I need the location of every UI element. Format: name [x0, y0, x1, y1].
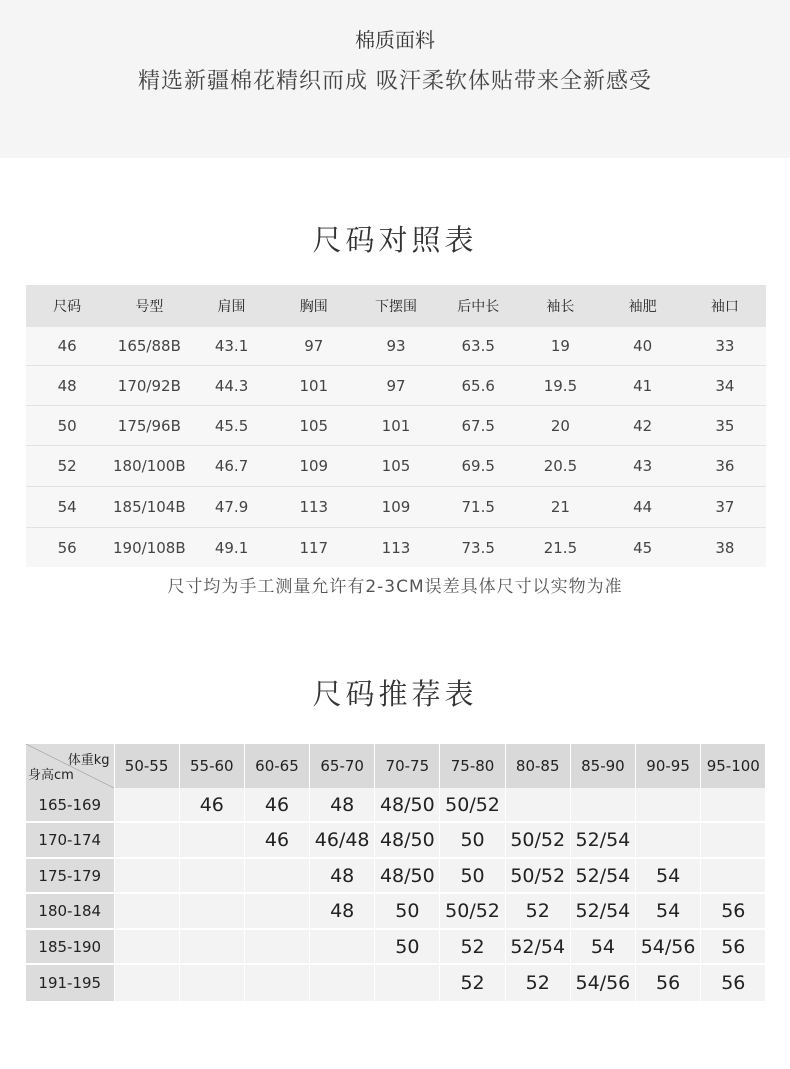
size-chart-cell: 175/96B	[108, 406, 190, 446]
size-chart-cell: 180/100B	[108, 446, 190, 487]
recommended-size-cell: 56	[701, 929, 766, 964]
size-chart-cell: 45.5	[190, 406, 272, 446]
recommended-size-cell	[114, 964, 179, 1002]
recommended-size-cell: 54	[570, 929, 635, 964]
fabric-title: 棉质面料	[355, 28, 435, 52]
size-chart-cell: 52	[26, 446, 108, 487]
recommended-size-cell	[310, 929, 375, 964]
weight-axis-label: 体重kg	[67, 753, 110, 768]
size-chart-header-cell: 袖长	[519, 285, 601, 327]
recommended-size-cell	[244, 929, 309, 964]
recommended-size-cell: 54/56	[570, 964, 635, 1002]
recommended-size-cell: 48/50	[375, 788, 440, 822]
recommended-size-cell: 50	[440, 822, 505, 858]
recommended-size-cell	[114, 788, 179, 822]
weight-range-header: 70-75	[375, 744, 440, 788]
size-chart-cell: 109	[355, 487, 437, 528]
size-chart-cell: 21	[519, 487, 601, 528]
table-row	[26, 446, 766, 487]
recommended-size-cell: 52/54	[570, 858, 635, 893]
size-chart-cell: 56	[57, 538, 77, 557]
size-chart-cell: 47.9	[190, 487, 272, 528]
recommended-size-cell: 54	[636, 858, 701, 893]
table-row	[26, 858, 766, 893]
size-chart-cell: 71.5	[437, 487, 519, 528]
recommended-size-cell	[505, 788, 570, 822]
recommended-size-cell: 52/54	[570, 822, 635, 858]
size-chart-title: 尺码对照表	[312, 223, 478, 257]
table-row	[26, 406, 766, 446]
size-chart-cell: 170/92B	[108, 366, 190, 406]
recommended-size-cell	[244, 964, 309, 1002]
recommended-size-cell	[244, 858, 309, 893]
weight-range-header: 60-65	[244, 744, 309, 788]
size-chart-cell: 165/88B	[108, 327, 190, 366]
recommended-size-cell	[179, 964, 244, 1002]
size-chart-table	[26, 285, 766, 567]
size-chart-cell: 105	[273, 406, 355, 446]
size-chart-cell: 101	[273, 366, 355, 406]
size-chart-cell: 63.5	[437, 327, 519, 366]
recommended-size-cell	[114, 858, 179, 893]
size-chart-cell: 117	[299, 538, 329, 557]
recommended-size-cell: 54	[636, 893, 701, 929]
recommended-size-cell	[179, 822, 244, 858]
recommended-size-cell	[114, 822, 179, 858]
table-row	[26, 822, 766, 858]
height-range-header: 170-174	[26, 822, 114, 858]
size-chart-cell: 101	[355, 406, 437, 446]
size-chart-header-cell: 肩围	[190, 285, 272, 327]
size-chart-cell: 33	[684, 327, 766, 366]
recommended-size-cell: 52/54	[505, 929, 570, 964]
recommended-size-cell	[179, 929, 244, 964]
size-chart-cell: 35	[684, 406, 766, 446]
size-chart-header-cell: 胸围	[273, 285, 355, 327]
weight-range-header: 65-70	[310, 744, 375, 788]
weight-range-header: 85-90	[570, 744, 635, 788]
table-row	[26, 487, 766, 528]
recommended-size-cell	[701, 788, 766, 822]
recommended-size-cell: 46	[244, 822, 309, 858]
recommended-size-cell: 48/50	[375, 822, 440, 858]
size-chart-cell: 44.3	[190, 366, 272, 406]
recommended-size-cell: 52	[440, 929, 505, 964]
recommended-size-cell	[570, 788, 635, 822]
recommended-size-cell: 52/54	[570, 893, 635, 929]
recommend-chart-corner	[26, 744, 114, 788]
recommended-size-cell: 50/52	[505, 858, 570, 893]
size-chart-cell: 44	[602, 487, 684, 528]
fabric-banner	[0, 0, 790, 158]
size-chart-header-row	[26, 285, 766, 327]
recommend-chart-header-row	[26, 744, 766, 788]
recommended-size-cell: 48	[310, 858, 375, 893]
recommended-size-cell: 50	[440, 858, 505, 893]
recommended-size-cell: 52	[505, 964, 570, 1002]
recommended-size-cell	[114, 893, 179, 929]
table-row	[26, 788, 766, 822]
table-row	[26, 366, 766, 406]
recommended-size-cell	[179, 893, 244, 929]
size-chart-cell: 41	[602, 366, 684, 406]
size-chart-cell: 50	[26, 406, 108, 446]
size-chart-cell: 97	[273, 327, 355, 366]
size-chart-cell: 54	[26, 487, 108, 528]
table-row	[26, 327, 766, 366]
recommended-size-cell: 52	[440, 964, 505, 1002]
size-chart-cell: 105	[355, 446, 437, 487]
size-chart-cell: 40	[602, 327, 684, 366]
recommended-size-cell: 46	[179, 788, 244, 822]
recommended-size-cell	[114, 929, 179, 964]
size-chart-header-cell: 袖口	[684, 285, 766, 327]
recommended-size-cell: 56	[636, 964, 701, 1002]
recommended-size-cell: 56	[701, 893, 766, 929]
recommended-size-cell: 50/52	[440, 893, 505, 929]
size-chart-cell: 19	[519, 327, 601, 366]
recommended-size-cell: 56	[701, 964, 766, 1002]
size-chart-header-cell: 下摆围	[355, 285, 437, 327]
table-row	[26, 528, 766, 568]
size-chart-cell: 113	[273, 487, 355, 528]
size-chart-cell: 20.5	[519, 446, 601, 487]
recommended-size-cell	[636, 822, 701, 858]
size-chart-cell: 42	[602, 406, 684, 446]
size-chart-cell: 19.5	[519, 366, 601, 406]
height-range-header: 180-184	[26, 893, 114, 929]
table-row	[26, 964, 766, 1002]
size-chart-header-cell: 袖肥	[602, 285, 684, 327]
recommended-size-cell: 50	[375, 929, 440, 964]
recommended-size-cell: 50/52	[505, 822, 570, 858]
size-chart-cell: 34	[684, 366, 766, 406]
height-range-header: 175-179	[26, 858, 114, 893]
size-chart-header-cell: 号型	[108, 285, 190, 327]
size-chart-cell: 43	[602, 446, 684, 487]
recommended-size-cell	[179, 858, 244, 893]
recommended-size-cell: 50/52	[440, 788, 505, 822]
recommended-size-cell: 48/50	[375, 858, 440, 893]
size-chart-cell: 93	[355, 327, 437, 366]
size-chart-cell: 38	[715, 538, 735, 557]
size-chart-cell: 48	[26, 366, 108, 406]
size-chart-cell: 45	[633, 538, 653, 557]
size-chart-cell: 37	[684, 487, 766, 528]
recommended-size-cell	[636, 788, 701, 822]
recommended-size-cell: 48	[310, 893, 375, 929]
recommended-size-cell	[310, 964, 375, 1002]
weight-range-header: 75-80	[440, 744, 505, 788]
size-chart-note: 尺寸均为手工测量允许有2-3CM误差具体尺寸以实物为准	[167, 577, 623, 597]
recommended-size-cell: 46	[244, 788, 309, 822]
weight-range-header: 95-100	[701, 744, 766, 788]
height-range-header: 185-190	[26, 929, 114, 964]
recommended-size-cell: 46/48	[310, 822, 375, 858]
recommended-size-cell: 50	[375, 893, 440, 929]
height-range-header: 191-195	[26, 964, 114, 1002]
size-chart-cell: 97	[355, 366, 437, 406]
table-row	[26, 893, 766, 929]
size-chart-cell: 49.1	[214, 538, 249, 557]
size-chart-header-cell: 后中长	[437, 285, 519, 327]
recommended-size-cell: 52	[505, 893, 570, 929]
height-axis-label: 身高cm	[28, 768, 74, 783]
table-row	[26, 929, 766, 964]
recommended-size-cell	[701, 822, 766, 858]
recommend-chart-table	[26, 744, 766, 1003]
size-chart-cell: 113	[381, 538, 411, 557]
size-chart-cell: 46.7	[190, 446, 272, 487]
recommend-chart-title: 尺码推荐表	[312, 677, 478, 711]
size-chart-cell: 43.1	[190, 327, 272, 366]
weight-range-header: 50-55	[114, 744, 179, 788]
size-chart-cell: 69.5	[437, 446, 519, 487]
recommended-size-cell	[244, 893, 309, 929]
size-chart-header-cell: 尺码	[26, 285, 108, 327]
height-range-header: 165-169	[26, 788, 114, 822]
recommended-size-cell: 48	[310, 788, 375, 822]
weight-range-header: 90-95	[636, 744, 701, 788]
weight-range-header: 55-60	[179, 744, 244, 788]
size-chart-cell: 46	[26, 327, 108, 366]
size-chart-cell: 109	[273, 446, 355, 487]
size-chart-cell: 20	[519, 406, 601, 446]
size-chart-cell: 36	[684, 446, 766, 487]
recommended-size-cell	[701, 858, 766, 893]
size-chart-cell: 65.6	[437, 366, 519, 406]
size-chart-cell: 21.5	[543, 538, 578, 557]
size-chart-cell: 190/108B	[113, 538, 186, 557]
weight-range-header: 80-85	[505, 744, 570, 788]
size-chart-cell: 67.5	[437, 406, 519, 446]
fabric-description: 精选新疆棉花精织而成 吸汗柔软体贴带来全新感受	[138, 69, 652, 94]
recommended-size-cell	[375, 964, 440, 1002]
size-chart-cell: 185/104B	[108, 487, 190, 528]
recommended-size-cell: 54/56	[636, 929, 701, 964]
size-chart-cell: 73.5	[461, 538, 495, 557]
